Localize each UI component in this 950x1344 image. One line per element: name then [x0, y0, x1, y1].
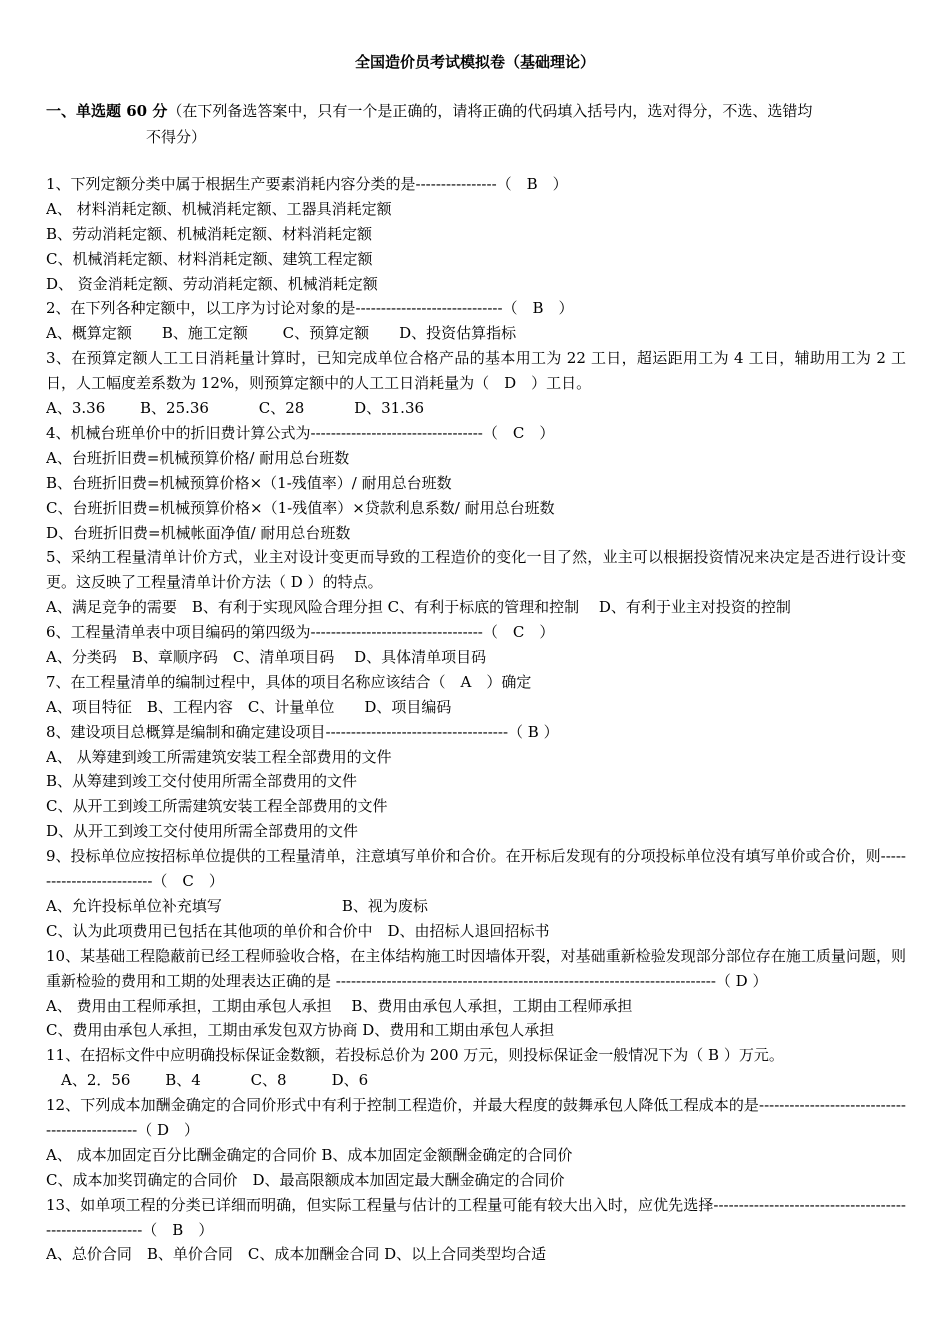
question-10: 10、某基础工程隐蔽前已经工程师验收合格，在主体结构施工时因墙体开裂，对基础重新检验发现部分部位存在施工质量问题，则重新检验的费用和工期的处理表达正确的是 ---------------------------------------------------------------------------（ D ） [46, 946, 906, 990]
option: A、总价合同 B、单价合同 C、成本加酬金合同 D、以上合同类型均合适 [46, 1245, 547, 1264]
option: A、 成本加固定百分比酬金确定的合同价 B、成本加固定金额酬金确定的合同价 [46, 1145, 573, 1164]
question-13: 13、如单项工程的分类已详细而明确，但实际工程量与估计的工程量可能有较大出入时，应优先选择---------------------------------------------------------（ B ） [46, 1195, 906, 1239]
question-8: 8、建设项目总概算是编制和确定建设项目------------------------------------（ B ） [46, 722, 559, 741]
option: D、台班折旧费=机械帐面净值/ 耐用总台班数 [46, 523, 351, 542]
question-1: 1、下列定额分类中属于根据生产要素消耗内容分类的是----------------（ B ） [46, 175, 568, 193]
section-instructions-cont: 不得分） [146, 128, 207, 146]
question-9: 9、投标单位应按招标单位提供的工程量清单，注意填写单价和合价。在开标后发现有的分项投标单位没有填写单价或合价，则--------------------------（ C ） [46, 847, 906, 891]
question-12: 12、下列成本加酬金确定的合同价形式中有利于控制工程造价，并最大程度的鼓舞承包人降低工程成本的是-----------------------------------------------（ D ） [46, 1096, 906, 1139]
option: B、从筹建到竣工交付使用所需全部费用的文件 [46, 772, 358, 791]
option: D、 资金消耗定额、劳动消耗定额、机械消耗定额 [46, 274, 378, 293]
question-11: 11、在招标文件中应明确投标保证金数额，若投标总价为 200 万元，则投标保证金一般情况下为（ B ）万元。 [46, 1046, 784, 1065]
option: A、 费用由工程师承担，工期由承包人承担 B、费用由承包人承担，工期由工程师承担 [46, 996, 633, 1015]
section-heading: 一、单选题 60 分 [46, 102, 168, 120]
option: C、机械消耗定额、材料消耗定额、建筑工程定额 [46, 249, 373, 268]
option: B、台班折旧费=机械预算价格×（1-残值率）/ 耐用总台班数 [46, 473, 452, 492]
option: C、成本加奖罚确定的合同价 D、最高限额成本加固定最大酬金确定的合同价 [46, 1170, 565, 1189]
section-instructions: （在下列备选答案中，只有一个是正确的，请将正确的代码填入括号内，选对得分，不选、选错均 [167, 102, 813, 120]
question-4: 4、机械台班单价中的折旧费计算公式为----------------------------------（ C ） [46, 423, 555, 442]
question-list [46, 172, 906, 1267]
question-6: 6、工程量清单表中项目编码的第四级为----------------------------------（ C ） [46, 623, 555, 642]
option: A、允许投标单位补充填写 B、视为废标 [46, 896, 428, 915]
option: C、费用由承包人承担，工期由承发包双方协商 D、费用和工期由承包人承担 [46, 1021, 555, 1040]
option: D、从开工到竣工交付使用所需全部费用的文件 [46, 822, 359, 841]
option: A、满足竞争的需要 B、有利于实现风险合理分担 C、有利于标底的管理和控制 D、有利于业主对投资的控制 [46, 598, 791, 617]
option: A、2．56 B、4 C、8 D、6 [46, 1071, 369, 1090]
option: C、台班折旧费=机械预算价格×（1-残值率）×贷款利息系数/ 耐用总台班数 [46, 498, 555, 517]
question-7: 7、在工程量清单的编制过程中，具体的项目名称应该结合（ A ）确定 [46, 672, 532, 691]
option: A、项目特征 B、工程内容 C、计量单位 D、项目编码 [46, 697, 452, 716]
question-2: 2、在下列各种定额中，以工序为讨论对象的是-----------------------------（ B ） [46, 299, 574, 318]
option: A、分类码 B、章顺序码 C、清单项目码 D、具体清单项目码 [46, 647, 487, 666]
option: A、 从筹建到竣工所需建筑安装工程全部费用的文件 [46, 747, 392, 766]
question-3: 3、在预算定额人工工日消耗量计算时，已知完成单位合格产品的基本用工为 22 工日，超运距用工为 4 工日，辅助用工为 2 工日，人工幅度差系数为 12%，则预算定额中的人工工日消耗量为（ D ）工日。 [46, 349, 906, 393]
option: C、认为此项费用已包括在其他项的单价和合价中 D、由招标人退回招标书 [46, 921, 550, 940]
option: A、3.36 B、25.36 C、28 D、31.36 [46, 399, 425, 418]
section-header [46, 98, 906, 150]
option: A、台班折旧费=机械预算价格/ 耐用总台班数 [46, 448, 350, 467]
page-title: 全国造价员考试模拟卷（基础理论） [354, 53, 595, 71]
option: A、 材料消耗定额、机械消耗定额、工器具消耗定额 [46, 199, 392, 218]
question-5: 5、采纳工程量清单计价方式，业主对设计变更而导致的工程造价的变化一目了然，业主可以根据投资情况来决定是否进行设计变更。这反映了工程量清单计价方法（ D ）的特点。 [46, 548, 906, 592]
option: B、劳动消耗定额、机械消耗定额、材料消耗定额 [46, 224, 373, 243]
option: C、从开工到竣工所需建筑安装工程全部费用的文件 [46, 797, 388, 816]
option: A、概算定额 B、施工定额 C、预算定额 D、投资估算指标 [46, 324, 517, 343]
